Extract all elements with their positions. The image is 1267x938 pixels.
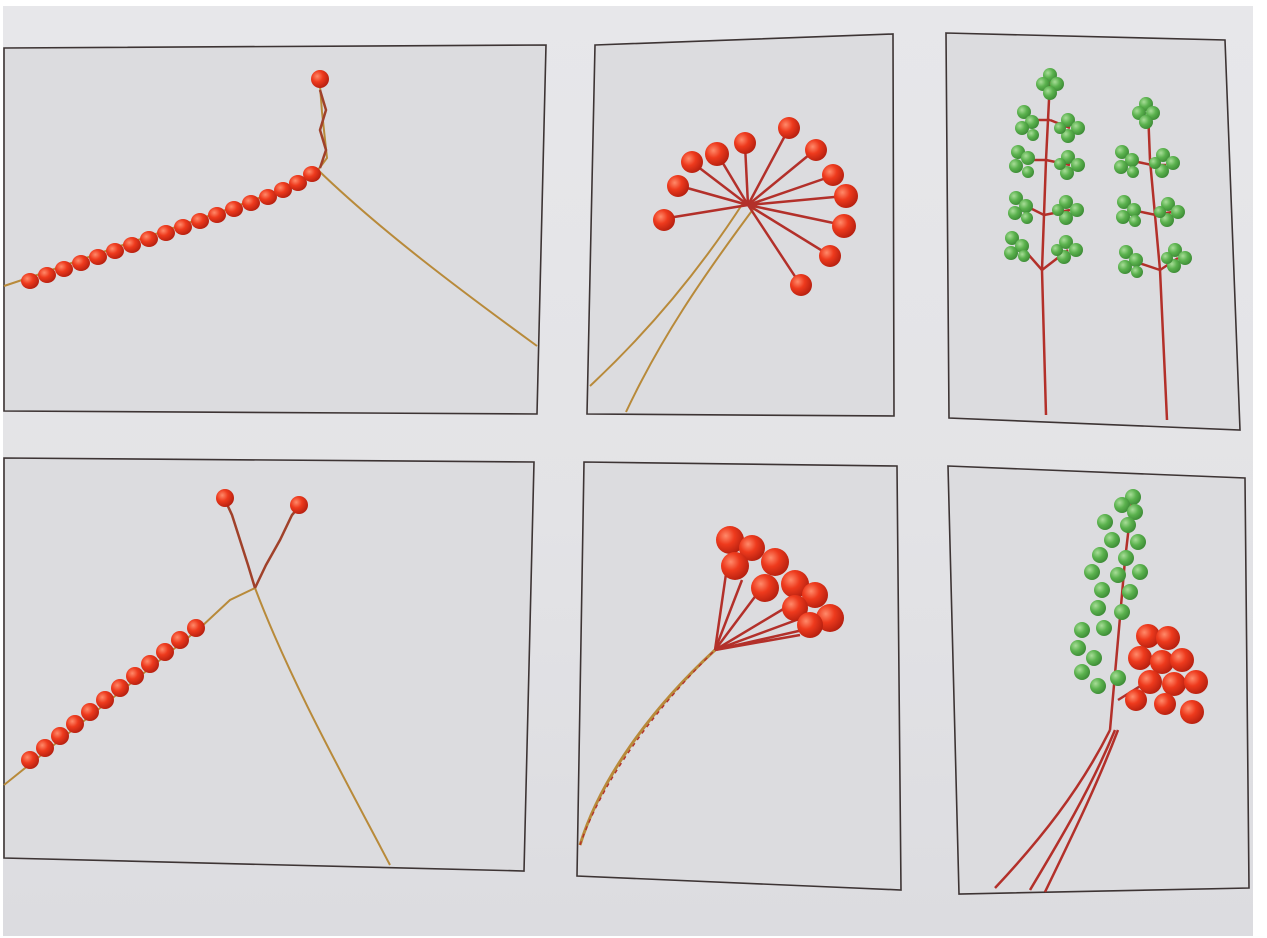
red-bead [1128,646,1152,670]
red-bead [822,164,844,186]
red-bead [1154,693,1176,715]
red-bead [721,552,749,580]
red-bead [797,612,823,638]
red-bead [1156,626,1180,650]
red-bead [834,184,858,208]
red-bead [832,214,856,238]
red-bead [705,142,729,166]
panel-5-frame [577,462,901,890]
red-bead [216,489,234,507]
panel-3-frame [946,33,1240,430]
panel-4-frame [4,458,534,871]
red-bead [667,175,689,197]
red-bead [751,574,779,602]
red-bead [819,245,841,267]
red-bead [778,117,800,139]
panel-1-frame [4,45,546,414]
red-bead [1180,700,1204,724]
red-bead [761,548,789,576]
red-bead [681,151,703,173]
red-bead [1138,670,1162,694]
red-bead [1162,672,1186,696]
red-bead [653,209,675,231]
red-bead [734,132,756,154]
red-bead [1125,689,1147,711]
red-bead [805,139,827,161]
red-bead [290,496,308,514]
red-bead [790,274,812,296]
red-bead [1184,670,1208,694]
red-bead [311,70,329,88]
red-bead [1170,648,1194,672]
